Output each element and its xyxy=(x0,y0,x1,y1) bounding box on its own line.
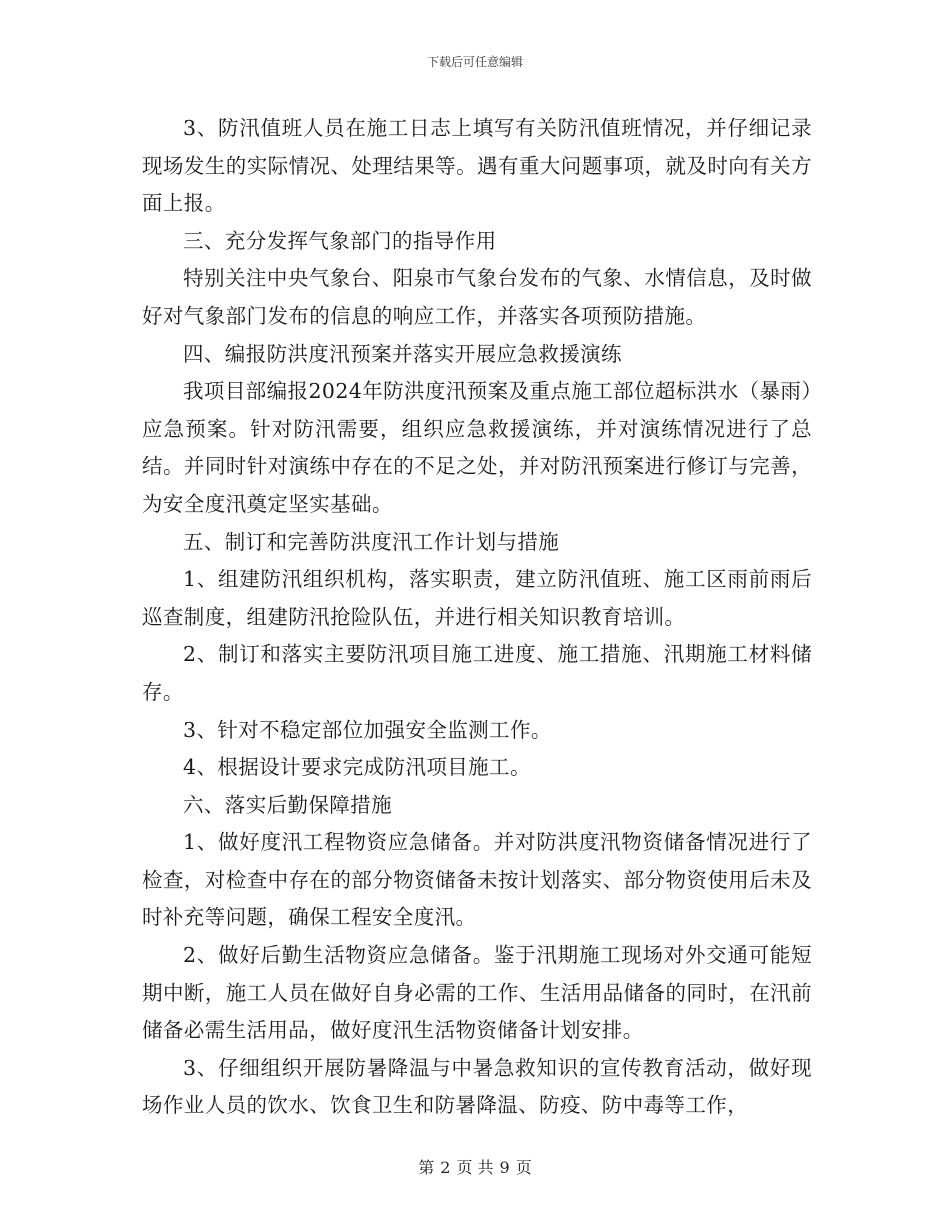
section-heading-6: 六、落实后勤保障措施 xyxy=(183,792,392,817)
page-footer xyxy=(0,1155,950,1178)
section-heading-5: 五、制订和完善防洪度汛工作计划与措施 xyxy=(183,529,560,554)
paragraph-duty-log: 3、防汛值班人员在施工日志上填写有关防汛值班情况，并仔细记录现场发生的实际情况、处理结果等。遇有重大问题事项，就及时向有关方面上报。 xyxy=(142,116,812,216)
paragraph-item-3: 3、针对不稳定部位加强安全监测工作。 xyxy=(183,717,552,742)
paragraph-logistics-3: 3、仔细组织开展防暑降温与中暑急救知识的宣传教育活动，做好现场作业人员的饮水、饮食卫生和防暑降温、防疫、防中毒等工作， xyxy=(142,1055,812,1118)
paragraph-weather-info: 特别关注中央气象台、阳泉市气象台发布的气象、水情信息，及时做好对气象部门发布的信息的响应工作，并落实各项预防措施。 xyxy=(142,266,812,328)
page-header-note: 下载后可任意编辑 xyxy=(426,55,523,69)
footer-current-page: 2 xyxy=(440,1158,451,1177)
paragraph-logistics-2: 2、做好后勤生活物资应急储备。鉴于汛期施工现场对外交通可能短期中断，施工人员在做好自身必需的工作、生活用品储备的同时，在汛前储备必需生活用品，做好度汛生活物资储备计划安排。 xyxy=(142,943,812,1043)
section-heading-3: 三、充分发挥气象部门的指导作用 xyxy=(183,228,497,253)
paragraph-item-4: 4、根据设计要求完成防汛项目施工。 xyxy=(183,755,531,780)
footer-suffix: 页 xyxy=(515,1158,532,1177)
document-body xyxy=(142,110,812,1125)
paragraph-emergency-plan: 我项目部编报2024年防洪度汛预案及重点施工部位超标洪水（暴雨）应急预案。针对防汛需要，组织应急救援演练，并对演练情况进行了总结。并同时针对演练中存在的不足之处，并对防汛预案进行修订与完善，为安全度汛奠定坚实基础。 xyxy=(142,379,812,516)
paragraph-logistics-1: 1、做好度汛工程物资应急储备。并对防洪度汛物资储备情况进行了检查，对检查中存在的部分物资储备未按计划落实、部分物资使用后未及时补充等问题，确保工程安全度汛。 xyxy=(142,830,812,930)
paragraph-item-2: 2、制订和落实主要防汛项目施工进度、施工措施、汛期施工材料储存。 xyxy=(142,642,812,704)
footer-middle: 页 共 xyxy=(456,1158,494,1177)
section-heading-4: 四、编报防洪度汛预案并落实开展应急救援演练 xyxy=(183,341,622,366)
footer-total-pages: 9 xyxy=(499,1158,510,1177)
footer-prefix: 第 xyxy=(418,1158,435,1177)
paragraph-item-1: 1、组建防汛组织机构，落实职责，建立防汛值班、施工区雨前雨后巡查制度，组建防汛抢险队伍，并进行相关知识教育培训。 xyxy=(142,567,812,629)
